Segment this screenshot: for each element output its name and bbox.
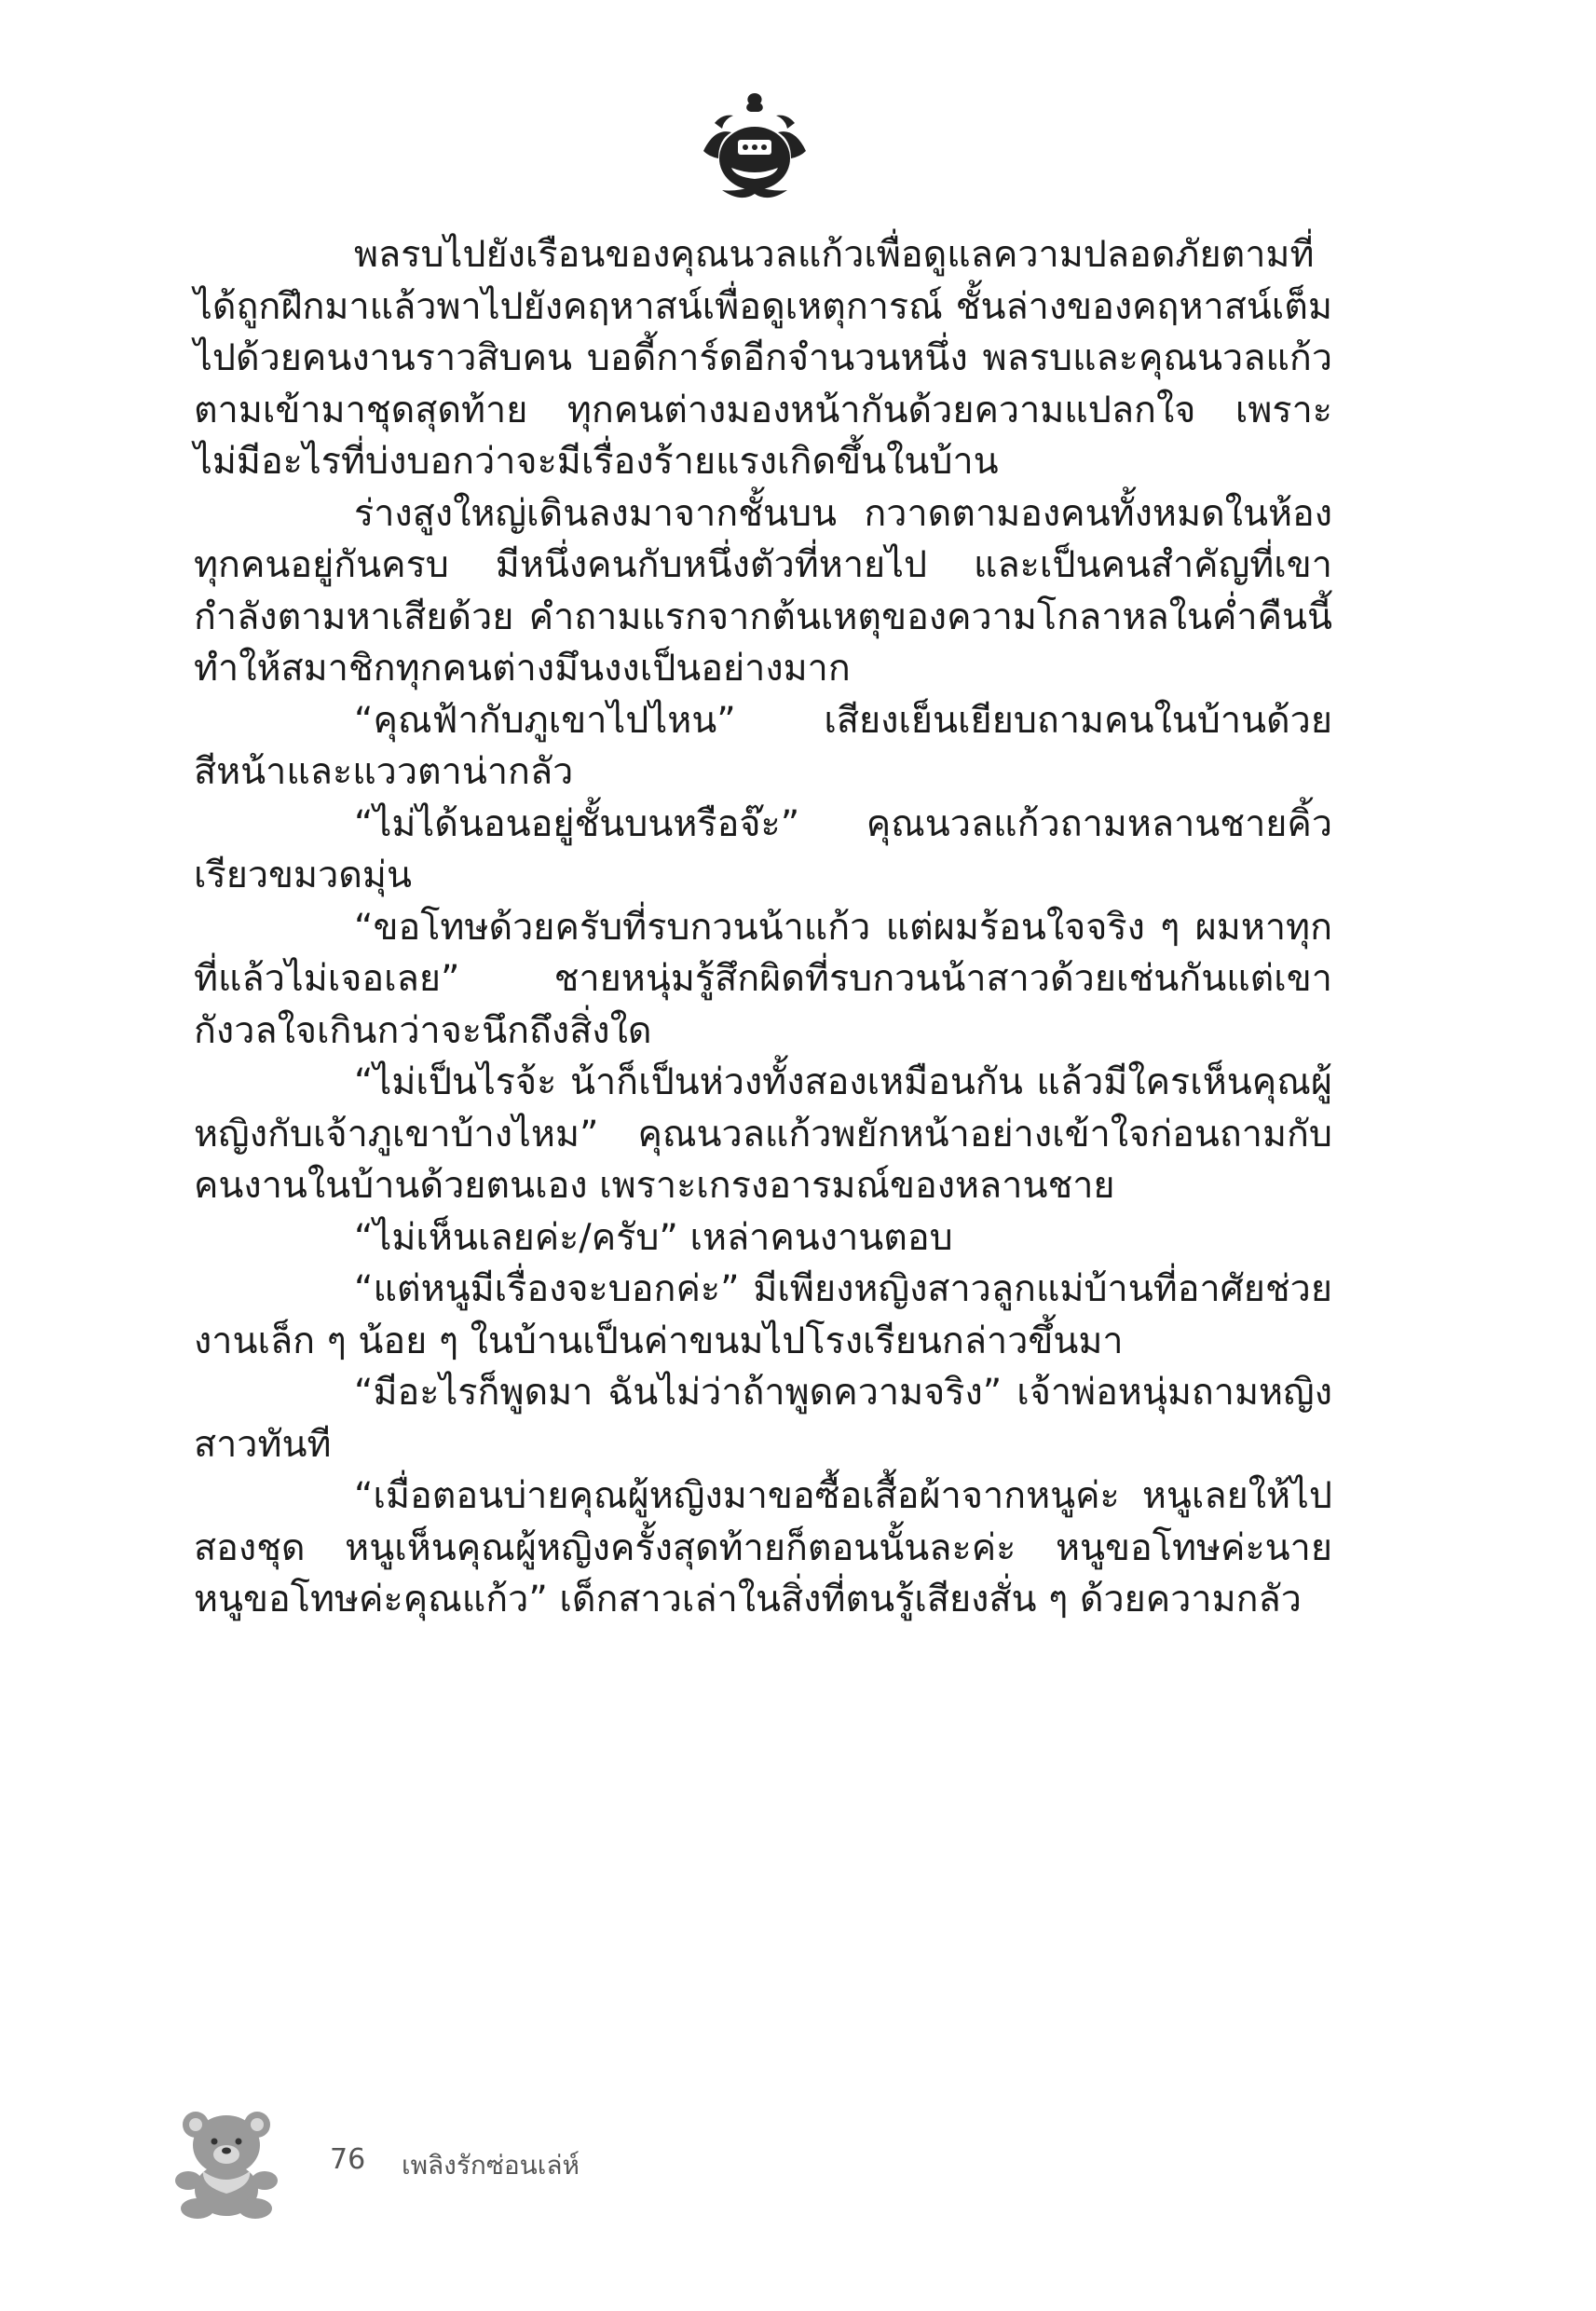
paragraph: พลรบไปยังเรือนของคุณนวลแก้วเพื่อดูแลความปลอดภัยตามที่ได้ถูกฝึกมาแล้วพาไปยังคฤหาสน์เพื่อดูเหตุการณ์ ชั้นล่างของคฤหาสน์เต็มไปด้วยคนงานราวสิบคน บอดี้การ์ดอีกจำนวนหนึ่ง พลรบและคุณนวลแก้วตามเข้ามาชุดสุดท้าย ทุกคนต่างมองหน้ากันด้วยความแปลกใจ เพราะไม่มีอะไรที่บ่งบอกว่าจะมีเรื่องร้ายแรงเกิดขึ้นในบ้าน — [194, 233, 1332, 483]
paragraph: “ไม่เห็นเลยค่ะ/ครับ” เหล่าคนงานตอบ — [354, 1215, 953, 1259]
page-number: 76 — [330, 2143, 366, 2176]
book-title: เพลิงรักซ่อนเล่ห์ — [402, 2150, 580, 2181]
chapter-ornament-icon — [694, 86, 815, 207]
page-footer — [173, 2108, 732, 2229]
paragraph: “เมื่อตอนบ่ายคุณผู้หญิงมาขอซื้อเสื้อผ้าจากหนูค่ะ หนูเลยให้ไปสองชุด หนูเห็นคุณผู้หญิงครั้งสุดท้ายก็ตอนนั้นละค่ะ หนูขอโทษค่ะนาย หนูขอโทษค่ะคุณแก้ว” เด็กสาวเล่าในสิ่งที่ตนรู้เสียงสั่น ๆ ด้วยความกลัว — [194, 1474, 1332, 1620]
paragraph: “คุณฟ้ากับภูเขาไปไหน” เสียงเย็นเยียบถามคนในบ้านด้วยสีหน้าและแววตาน่ากลัว — [194, 698, 1332, 793]
paragraph: “แต่หนูมีเรื่องจะบอกค่ะ” มีเพียงหญิงสาวลูกแม่บ้านที่อาศัยช่วยงานเล็ก ๆ น้อย ๆ ในบ้านเป็นค่าขนมไปโรงเรียนกล่าวขึ้นมา — [194, 1267, 1332, 1362]
teddy-bear-icon — [173, 2108, 280, 2220]
paragraph: ร่างสูงใหญ่เดินลงมาจากชั้นบน กวาดตามองคนทั้งหมดในห้อง ทุกคนอยู่กันครบ มีหนึ่งคนกับหนึ่งตัวที่หายไป และเป็นคนสำคัญที่เขากำลังตามหาเสียด้วย คำถามแรกจากต้นเหตุของความโกลาหลในค่ำคืนนี้ทำให้สมาชิกทุกคนต่างมึนงงเป็นอย่างมาก — [194, 491, 1332, 690]
paragraph: “ขอโทษด้วยครับที่รบกวนน้าแก้ว แต่ผมร้อนใจจริง ๆ ผมหาทุกที่แล้วไม่เจอเลย” ชายหนุ่มรู้สึกผิดที่รบกวนน้าสาวด้วยเช่นกันแต่เขากังวลใจเกินกว่าจะนึกถึงสิ่งใด — [194, 905, 1332, 1052]
body-text — [194, 229, 1332, 1626]
paragraph: “ไม่ได้นอนอยู่ชั้นบนหรือจ๊ะ” คุณนวลแก้วถามหลานชายคิ้วเรียวขมวดมุ่น — [194, 801, 1332, 896]
paragraph: “มีอะไรก็พูดมา ฉันไม่ว่าถ้าพูดความจริง” เจ้าพ่อหนุ่มถามหญิงสาวทันที — [194, 1371, 1332, 1466]
paragraph: “ไม่เป็นไรจ้ะ น้าก็เป็นห่วงทั้งสองเหมือนกัน แล้วมีใครเห็นคุณผู้หญิงกับเจ้าภูเขาบ้างไหม” คุณนวลแก้วพยักหน้าอย่างเข้าใจก่อนถามกับคนงานในบ้านด้วยตนเอง เพราะเกรงอารมณ์ของหลานชาย — [194, 1060, 1332, 1207]
